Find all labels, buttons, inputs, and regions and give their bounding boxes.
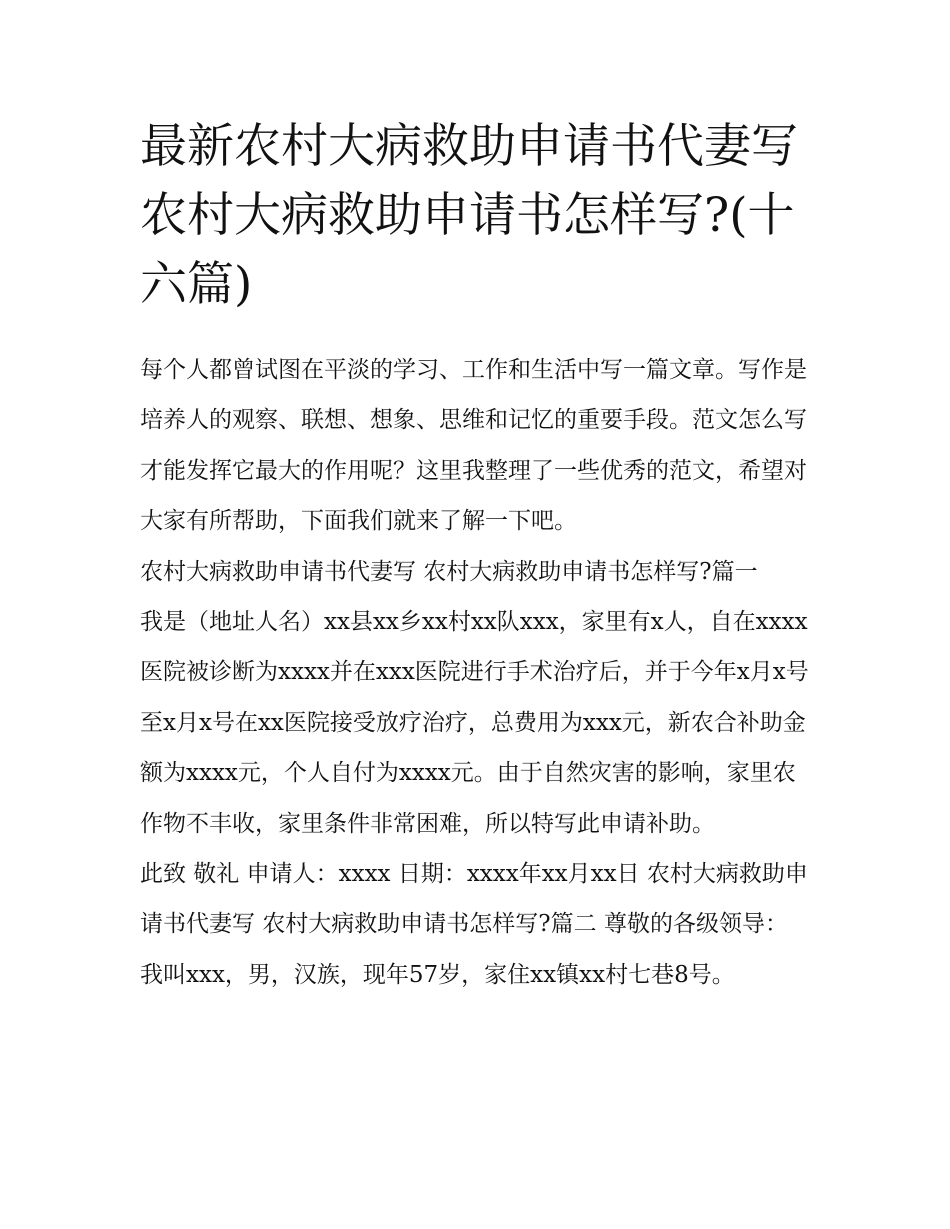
closing-paragraph: 此致 敬礼 申请人：xxxx 日期：xxxx年xx月xx日 农村大病救助申请书代妻写 农村大病救助申请书怎样写?篇二 尊敬的各级领导： [140, 861, 808, 938]
section-heading-1: 农村大病救助申请书代妻写 农村大病救助申请书怎样写?篇一 [140, 558, 758, 585]
application-paragraph: 我是（地址人名）xx县xx乡xx村xx队xxx，家里有x人，自在xxxx医院被诊断为xxxx并在xxx医院进行手术治疗后，并于今年x月x号至x月x号在xx医院接受放疗治疗，总费用为xxx元，新农合补助金额为xxxx元，个人自付为xxxx元。由于自然灾害的影响，家里农作物不丰收，家里条件非常困难，所以特写此申请补助。 [140, 609, 809, 837]
document-title: 最新农村大病救助申请书代妻写 农村大病救助申请书怎样写?(十六篇) [140, 119, 798, 312]
intro-paragraph: 每个人都曾试图在平淡的学习、工作和生活中写一篇文章。写作是培养人的观察、联想、想象、思维和记忆的重要手段。范文怎么写才能发挥它最大的作用呢？这里我整理了一些优秀的范文，希望对大家有所帮助，下面我们就来了解一下吧。 [140, 357, 807, 535]
document-body [140, 112, 812, 1000]
personal-info-paragraph: 我叫xxx，男，汉族，现年57岁，家住xx镇xx村七巷8号。 [140, 961, 735, 988]
